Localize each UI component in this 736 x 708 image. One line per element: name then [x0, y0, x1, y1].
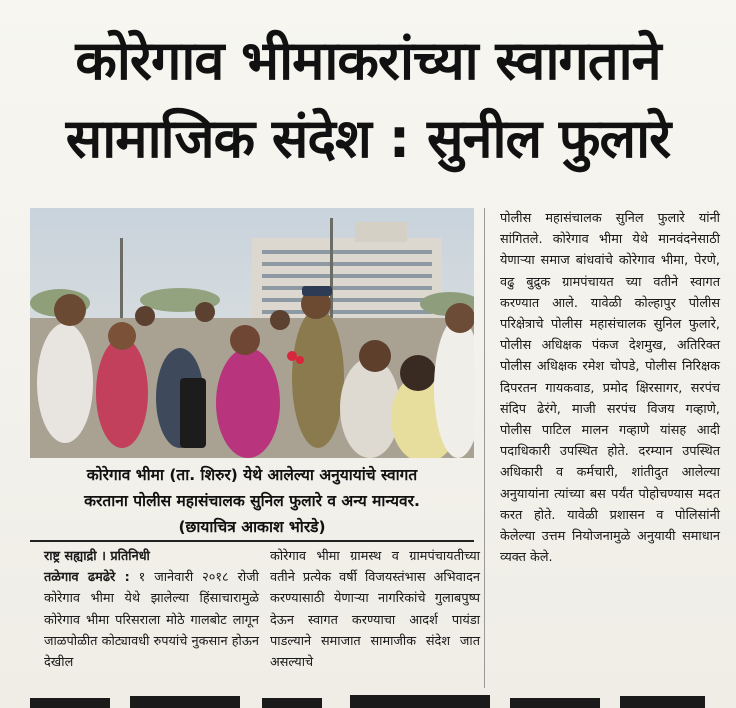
article-column-3: [500, 208, 720, 568]
caption-credit: (छायाचित्र आकाश भोरडे): [178, 518, 326, 536]
news-photo-illustration: [30, 208, 474, 458]
article-column-2: [270, 546, 480, 673]
article-column-3-text: पोलीस महासंचालक सुनिल फुलारे यांनी सांगितले. कोरेगाव भीमा येथे मानवंदनेसाठी येणाऱ्या समाज बांधवांचे कोरेगाव भीमा, पेरणे, वढु बुद्रुक ग्रामपंचायत च्या वतीने स्वागत करण्यात आले. यावेळी कोल्हापुर पोलीस परिक्षेत्राचे पोलीस महासंचालक सुनिल फुलारे, पोलीस अधिक्षक पंकज देशमुख, अतिरिक्त पोलीस अधिक्षक रमेश चोपडे, पोलीस निरिक्षक दिपरतन गायकवाड, प्रमोद क्षिरसागर, सरपंच संदिप ढेरंगे, माजी सरपंच विजय गव्हाणे, पोलीस पाटिल मालन गव्हाणे यांसह आदी पदाधिकारी उपस्थित होते. दरम्यान उपस्थित अधिकारी व कर्मचारी, शांतीदुत आलेल्या अनुयायांना त्यांच्या बस पर्यंत पोहोचण्यास मदत करत होते. यावेळी प्रशासन व पोलिसांनी केलेल्या उत्तम नियोजनामुळे अनुयायी समाधान व्यक्त केले.: [500, 211, 720, 566]
article-column-2-text: कोरेगाव भीमा ग्रामस्थ व ग्रामपंचायतीच्या वतीने प्रत्येक वर्षी विजयस्तंभास अभिवादन करण्यासाठी येणाऱ्या नागरिकांचे गुलाबपुष्प देऊन स्वागत करण्याचा आदर्श पायंडा पाडल्याने समाजात सामाजीक संदेश जात असल्याचे: [270, 549, 480, 671]
caption-line-2: करताना पोलीस महासंचालक सुनिल फुलारे व अन्य मान्यवर.: [84, 492, 420, 510]
next-headline-fragment: [0, 692, 736, 708]
article-column-1-text: १ जानेवारी २०१८ रोजी कोरेगाव भीमा येथे झालेल्या हिंसाचारामुळे कोरेगाव भीमा परिसराला मोठे गालबोट लागून जाळपोळीत कोट्यावधी रुपयांचे नुकसान होऊन देखील: [44, 570, 259, 671]
column-divider: [484, 208, 485, 688]
article-byline: राष्ट्र सह्याद्री । प्रतिनिधी: [44, 549, 150, 564]
news-photo: [30, 208, 474, 458]
caption-line-1: कोरेगाव भीमा (ता. शिरुर) येथे आलेल्या अनुयायांचे स्वागत: [86, 466, 418, 484]
caption-divider: [30, 540, 474, 542]
photo-caption: [30, 462, 474, 540]
headline-line-2: सामाजिक संदेश : सुनील फुलारे: [65, 107, 671, 170]
cropped-headline-shapes: [0, 692, 736, 708]
article-dateline: तळेगाव ढमढेरे :: [44, 570, 130, 586]
headline-line-1: कोरेगाव भीमाकरांच्या स्वागताने: [75, 29, 661, 92]
article-column-1: [44, 546, 259, 673]
